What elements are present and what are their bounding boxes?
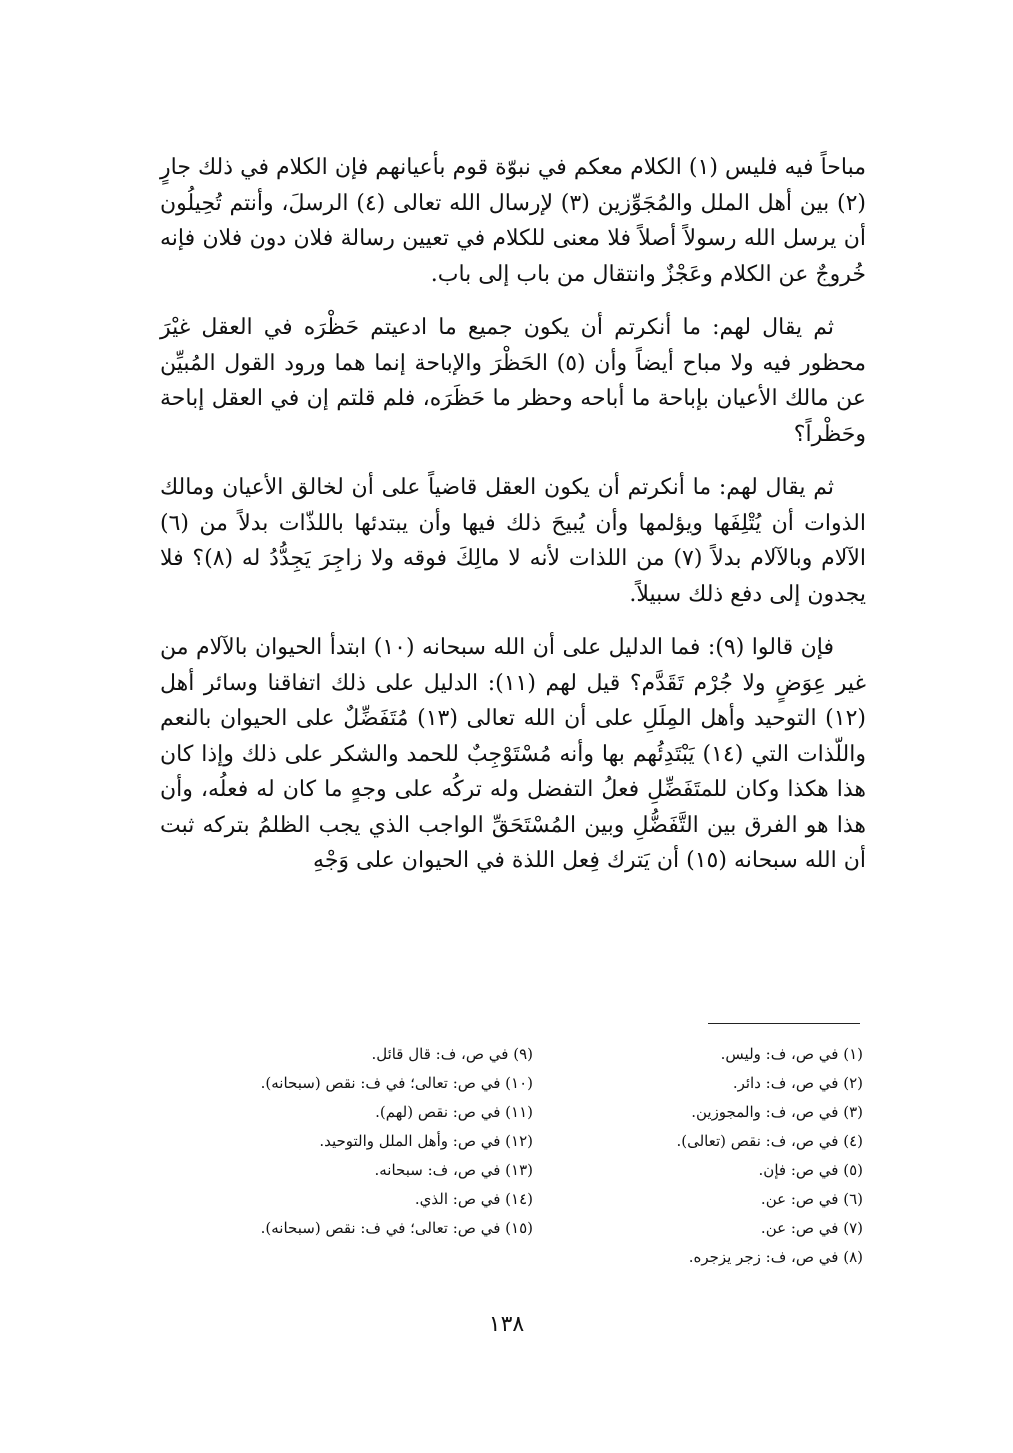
paragraph-2: ثم يقال لهم: ما أنكرتم أن يكون جميع ما ادعيتم حَظْرَه في العقل غيْرَ محظور فيه ولا مباح أيضاً وأن (٥) الحَظْرَ والإباحة إنما هما ورود القول المُبيِّن عن مالك الأعيان بإباحة ما أباحه وحظر ما حَظَرَه، فلم قلتم إن في العقل إباحة وحَظْراً؟ bbox=[160, 315, 866, 447]
footnote-7: (٧) في ص: عن. bbox=[760, 1219, 863, 1237]
page-number: ١٣٨ bbox=[488, 1312, 525, 1337]
footnotes-left-column bbox=[153, 1040, 533, 1243]
footnote-8: (٨) في ص، ف: زجر يزجره. bbox=[688, 1248, 863, 1266]
footnote-13: (١٣) في ص، ف: سبحانه. bbox=[374, 1161, 533, 1179]
footnote-1: (١) في ص، ف: وليس. bbox=[720, 1045, 863, 1063]
paragraph-3: ثم يقال لهم: ما أنكرتم أن يكون العقل قاضياً على أن لخالق الأعيان ومالك الذوات أن يُتْلِفَها ويؤلمها وأن يُبيحَ ذلك فيها وأن يبتدئها باللذّات بدلاً من (٦) الآلام وبالآلام بدلاً (٧) من اللذات لأنه لا مالِكَ فوقه ولا زاجِرَ يَجِدُّدُ له (٨)؟ فلا يجدون إلى دفع ذلك سبيلاً. bbox=[160, 475, 866, 607]
footnote-5: (٥) في ص: فإن. bbox=[758, 1161, 863, 1179]
main-text bbox=[160, 150, 866, 879]
footnote-4: (٤) في ص، ف: نقص (تعالى). bbox=[676, 1132, 863, 1150]
paragraph-1: مباحاً فيه فليس (١) الكلام معكم في نبوّة قوم بأعيانهم فإن الكلام في ذلك جارٍ (٢) بين أهل الملل والمُجَوِّزين (٣) لإرسال الله تعالى (٤) الرسلَ، وأنتم تُحِيلُون أن يرسل الله رسولاً أصلاً فلا معنى للكلام في تعيين رسالة فلان دون فلان فإنه خُروجٌ عن الكلام وعَجْزٌ وانتقال من باب إلى باب. bbox=[160, 155, 866, 287]
footnote-14: (١٤) في ص: الذي. bbox=[414, 1190, 533, 1208]
footnote-15: (١٥) في ص: تعالى؛ في ف: نقص (سبحانه). bbox=[260, 1219, 533, 1237]
footnote-10: (١٠) في ص: تعالى؛ في ف: نقص (سبحانه). bbox=[260, 1074, 533, 1092]
footnote-separator bbox=[708, 1023, 860, 1024]
footnote-11: (١١) في ص: نقص (لهم). bbox=[375, 1103, 533, 1121]
footnote-9: (٩) في ص، ف: قال قائل. bbox=[371, 1045, 533, 1063]
paragraph-4: فإن قالوا (٩): فما الدليل على أن الله سبحانه (١٠) ابتدأ الحيوان بالآلام من غير عِوَضٍ ولا جُرْم تَقَدَّم؟ قيل لهم (١١): الدليل على ذلك اتفاقنا وسائر أهل (١٢) التوحيد وأهل المِلَلِ على أن الله تعالى (١٣) مُتَفَضِّلٌ على الحيوان بالنعم واللّذات التي (١٤) يَبْتَدِئُهم بها وأنه مُسْتَوْجِبٌ للحمد والشكر على ذلك وإذا كان هذا هكذا وكان للمتَفَضِّلِ فعلُ التفضل وله تركُه على وجهٍ ما كان له فعلُه، وأن هذا هو الفرق بين التَّفَضُّلِ وبين المُسْتَحَقِّ الواجب الذي يجب الظلمُ بتركه ثبت أن الله سبحانه (١٥) أن يَترك فِعل اللذة في الحيوان على وَجْهِ bbox=[160, 635, 866, 873]
footnote-6: (٦) في ص: عن. bbox=[760, 1190, 863, 1208]
footnote-2: (٢) في ص، ف: دائر. bbox=[732, 1074, 863, 1092]
footnotes-right-column bbox=[523, 1040, 863, 1272]
footnote-12: (١٢) في ص: وأهل الملل والتوحيد. bbox=[319, 1132, 533, 1150]
footnote-3: (٣) في ص، ف: والمجوزين. bbox=[691, 1103, 863, 1121]
